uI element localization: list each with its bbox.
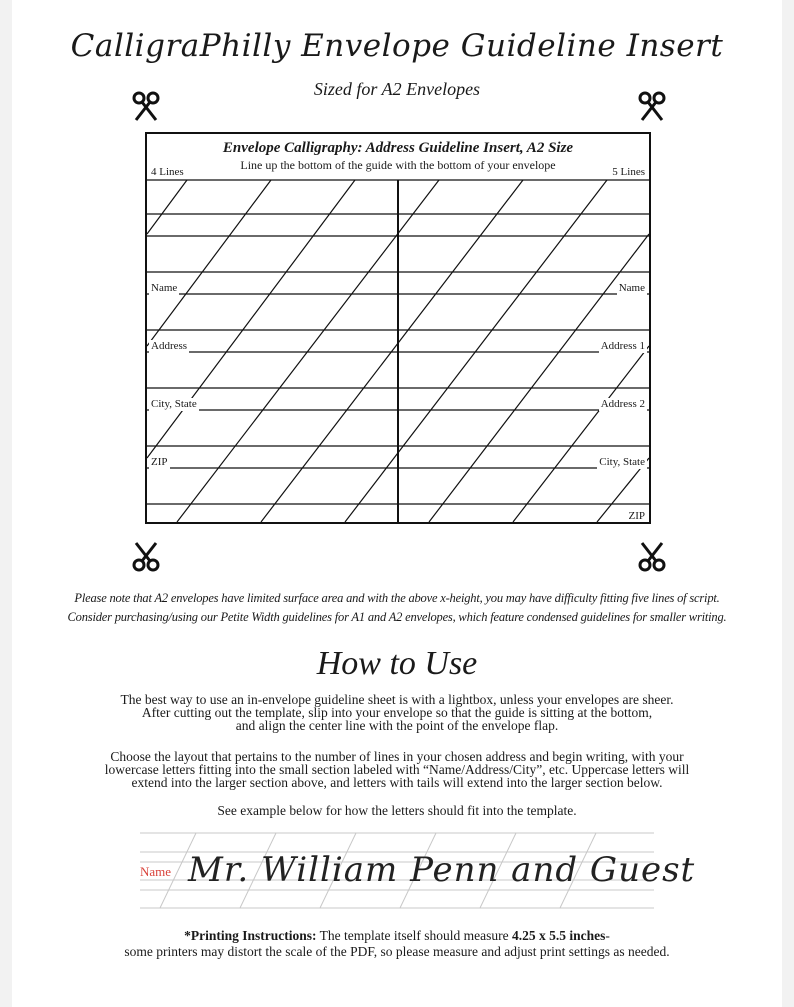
guide-right-label: ZIP xyxy=(628,510,645,522)
text-line: lowercase letters fitting into the small section labeled with “Name/Address/City”, etc. Uppercase letters will xyxy=(104,762,690,777)
guide-subtitle: Line up the bottom of the guide with the bottom of your envelope xyxy=(240,158,556,172)
howto-paragraph-2 xyxy=(60,750,734,789)
page-edge-left xyxy=(0,0,12,1007)
guideline-insert xyxy=(145,132,651,524)
note-line: Please note that A2 envelopes have limited surface area and with the above x-height, you may have difficulty fitting five lines of script. xyxy=(74,591,720,605)
scissors-icon xyxy=(130,90,162,122)
guide-right-label: Address 1 xyxy=(600,340,645,352)
text-line: Choose the layout that pertains to the number of lines in your chosen address and begin writing, with your xyxy=(110,749,684,764)
howto-paragraph-1 xyxy=(60,693,734,732)
guide-right-label: City, State xyxy=(599,456,645,468)
scissors-icon xyxy=(636,541,668,573)
text-line: and align the center line with the point of the envelope flap. xyxy=(235,718,559,733)
scissors-icon xyxy=(130,541,162,573)
scissors-icon xyxy=(636,90,668,122)
guideline-grid xyxy=(147,134,649,522)
guide-left-label: Address xyxy=(151,340,188,352)
how-to-heading: How to Use xyxy=(316,645,478,682)
printing-instructions xyxy=(0,928,794,944)
note-line: Consider purchasing/using our Petite Width guidelines for A1 and A2 envelopes, which feature condensed guidelines for smaller writing. xyxy=(67,610,727,624)
howto-paragraph-3: See example below for how the letters should fit into the template. xyxy=(217,803,577,818)
printing-label: *Printing Instructions: xyxy=(184,928,317,943)
text-line: The best way to use an in-envelope guideline sheet is with a lightbox, unless your envelopes are sheer. xyxy=(120,692,674,707)
printing-instructions-line-2: some printers may distort the scale of the PDF, so please measure and adjust print settings as needed. xyxy=(124,944,670,959)
guide-left-header: 4 Lines xyxy=(151,166,184,178)
guide-title: Envelope Calligraphy: Address Guideline Insert, A2 Size xyxy=(222,140,574,156)
guide-right-label: Address 2 xyxy=(600,398,645,410)
sample-script: Mr. William Penn and Guest xyxy=(188,850,696,890)
guide-left-label: ZIP xyxy=(151,456,168,468)
guide-right-header: 5 Lines xyxy=(612,166,645,178)
printing-size: 4.25 x 5.5 inches xyxy=(511,928,606,943)
guide-right-label: Name xyxy=(618,282,645,294)
page-title: CalligraPhilly Envelope Guideline Insert xyxy=(70,28,724,64)
page-subtitle: Sized for A2 Envelopes xyxy=(313,79,481,99)
guide-left-label: City, State xyxy=(151,398,197,410)
guide-left-label: Name xyxy=(151,282,178,294)
sample-name-label: Name xyxy=(140,864,172,879)
page-edge-right xyxy=(782,0,794,1007)
printing-text: The template itself should measure xyxy=(316,928,512,943)
sample-example xyxy=(140,830,696,910)
printing-dash: - xyxy=(605,928,610,943)
text-line: extend into the larger section above, and letters with tails will extend into the larger section below. xyxy=(131,775,663,790)
text-line: After cutting out the template, slip into your envelope so that the guide is sitting at the bottom, xyxy=(141,705,653,720)
